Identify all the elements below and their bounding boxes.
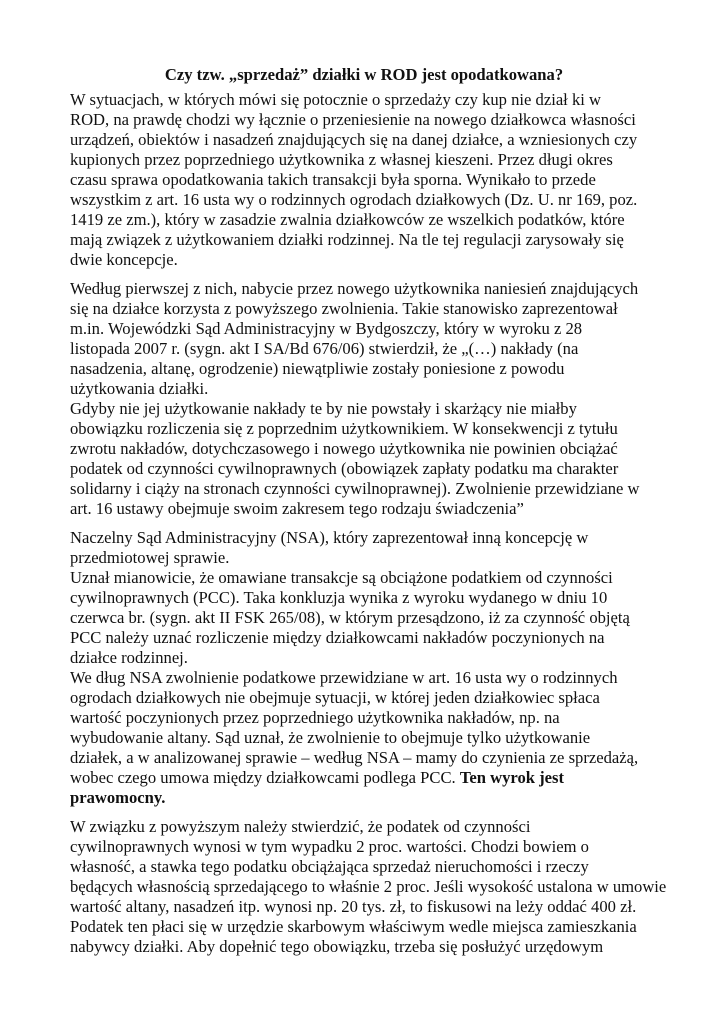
text-line: kupionych przez poprzedniego użytkownika z własnej kieszeni. Przez długi okres (70, 150, 613, 169)
paragraph-2 (70, 279, 658, 519)
text-line: czerwca br. (sygn. akt II FSK 265/08), w którym przesądzono, iż za czynność objętą (70, 608, 630, 627)
paragraph-1 (70, 90, 658, 270)
text-line (70, 768, 658, 788)
text-line: przedmiotowej sprawie. (70, 548, 230, 567)
bold-emphasis: prawomocny. (70, 788, 166, 807)
text-line: ROD, na prawdę chodzi wy łącznie o przeniesienie na nowego działkowca własności (70, 110, 636, 129)
text-line: PCC należy uznać rozliczenie między działkowcami nakładów poczynionych na (70, 628, 605, 647)
text-line: działce rodzinnej. (70, 648, 188, 667)
text-segment: wobec czego umowa między działkowcami podlega PCC. (70, 768, 460, 787)
bold-emphasis: Ten wyrok jest (459, 768, 565, 787)
text-line: cywilnoprawnych wynosi w tym wypadku 2 proc. wartości. Chodzi bowiem o (70, 837, 589, 856)
text-line: Uznał mianowicie, że omawiane transakcje są obciążone podatkiem od czynności (70, 568, 613, 587)
text-line: użytkowania działki. (70, 379, 209, 398)
text-line: wybudowanie altany. Sąd uznał, że zwolnienie to obejmuje tylko użytkowanie (70, 728, 591, 747)
text-line: zwrotu nakładów, dotychczasowego i nowego użytkownika nie powinien obciążać (70, 439, 618, 458)
text-line: 1419 ze zm.), który w zasadzie zwalnia działkowców ze wszelkich podatków, które (70, 210, 625, 229)
text-line: nasadzenia, altanę, ogrodzenie) niewątpliwie zostały poniesione z powodu (70, 359, 565, 378)
text-line: m.in. Wojewódzki Sąd Administracyjny w Bydgoszczy, który w wyroku z 28 (70, 319, 583, 338)
text-line: ogrodach działkowych nie obejmuje sytuacji, w której jeden działkowiec spłaca (70, 688, 600, 707)
text-line: wartość poczynionych przez poprzedniego użytkownika nakładów, np. na (70, 708, 560, 727)
text-line: wartość altany, nasadzeń itp. wynosi np. 20 tys. zł, to fiskusowi na leży oddać 400 zł. (70, 897, 637, 916)
text-line: podatek od czynności cywilnoprawnych (obowiązek zapłaty podatku ma charakter (70, 459, 619, 478)
text-line: Gdyby nie jej użytkowanie nakłady te by nie powstały i skarżący nie miałby (70, 399, 577, 418)
text-line: W związku z powyższym należy stwierdzić, że podatek od czynności (70, 817, 531, 836)
text-line: Naczelny Sąd Administracyjny (NSA), który zaprezentował inną koncepcję w (70, 528, 589, 547)
text-line: będących własnością sprzedającego to właśnie 2 proc. Jeśli wysokość ustalona w umowie (70, 877, 667, 896)
document-title: Czy tzw. „sprzedaż” działki w ROD jest opodatkowana? (164, 65, 564, 84)
text-line: Podatek ten płaci się w urzędzie skarbowym właściwym wedle miejsca zamieszkania (70, 917, 637, 936)
text-line: wszystkim z art. 16 usta wy o rodzinnych ogrodach działkowych (Dz. U. nr 169, poz. (70, 190, 638, 209)
text-line: solidarny i ciąży na stronach czynności cywilnoprawnej). Zwolnienie przewidziane w (70, 479, 640, 498)
text-line: cywilnoprawnych (PCC). Taka konkluzja wynika z wyroku wydanego w dniu 10 (70, 588, 608, 607)
text-line: urządzeń, obiektów i nasadzeń znajdujących się na danej działce, a wzniesionych czy (70, 130, 638, 149)
text-line: W sytuacjach, w których mówi się potocznie o sprzedaży czy kup nie dział ki w (70, 90, 601, 109)
text-line: listopada 2007 r. (sygn. akt I SA/Bd 676/06) stwierdził, że „(…) nakłady (na (70, 339, 579, 358)
text-line: dwie koncepcje. (70, 250, 178, 269)
text-line: czasu sprawa opodatkowania takich transakcji była sporna. Wynikało to przede (70, 170, 596, 189)
text-line: własność, a stawka tego podatku obciążająca sprzedaż nieruchomości i rzeczy (70, 857, 589, 876)
text-line: art. 16 ustawy obejmuje swoim zakresem tego rodzaju świadczenia” (70, 499, 524, 518)
text-line: się na działce korzysta z powyższego zwolnienia. Takie stanowisko zaprezentował (70, 299, 618, 318)
text-line: mają związek z użytkowaniem działki rodzinnej. Na tle tej regulacji zarysowały się (70, 230, 624, 249)
text-line: obowiązku rozliczenia się z poprzednim użytkownikiem. W konsekwencji z tytułu (70, 419, 618, 438)
paragraph-4 (70, 817, 667, 957)
text-line: działek, a w analizowanej sprawie – według NSA – mamy do czynienia ze sprzedażą, (70, 748, 639, 767)
text-line: We dług NSA zwolnienie podatkowe przewidziane w art. 16 usta wy o rodzinnych (70, 668, 618, 687)
text-line: Według pierwszej z nich, nabycie przez nowego użytkownika naniesień znajdujących (70, 279, 639, 298)
text-line: nabywcy działki. Aby dopełnić tego obowiązku, trzeba się posłużyć urzędowym (70, 937, 604, 956)
paragraph-3 (70, 528, 658, 808)
